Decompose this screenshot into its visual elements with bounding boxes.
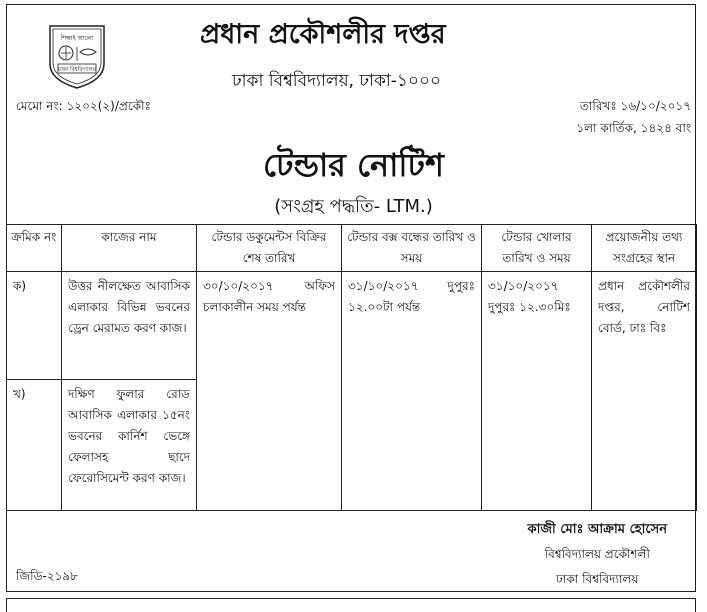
signature-block — [528, 520, 667, 591]
header-document-last-date: টেন্ডার ডকুমেন্টস বিক্রির শেষ তারিখ — [197, 225, 342, 272]
row-work-name: উত্তর নীলক্ষেত আবাসিক এলাকার বিভিন্ন ভবনের ড্রেন মেরামত করণ কাজ। — [62, 272, 197, 380]
university-address: ঢাকা বিশ্ববিদ্যালয়, ঢাকা-১০০০ — [232, 71, 442, 91]
crest-emblem-icon — [44, 18, 110, 90]
row-work-name: দক্ষিণ ফুলার রোড আবাসিক এলাকার ১৫নং ভবনের কার্নিশ ভেঙ্গে ফেলাসহ ছাদে ফেরোসিমেন্ট করণ কাজ। — [62, 380, 197, 511]
procurement-method: (সংগ্রহ পদ্ধতি- LTM.) — [274, 196, 433, 217]
signatory-designation: বিশ্ববিদ্যালয় প্রকৌশলী — [544, 547, 650, 561]
crest-university-name: ঢাকা বিশ্ববিদ্যালয় — [58, 67, 96, 73]
row-box-close-date: ৩১/১০/২০১৭ দুপুরঃ ১২.০০টা পর্যন্ত — [342, 272, 482, 511]
notice-date: তারিখঃ ১৬/১০/২০১৭ — [579, 99, 691, 113]
row-opening-date: ৩১/১০/২০১৭ দুপুরঃ ১২.৩০মিঃ — [482, 272, 592, 511]
memo-number: মেমো নং: ১২০২(২)/প্রকৌঃ — [16, 99, 151, 113]
row-info-place: প্রধান প্রকৌশলীর দপ্তর, নোটিশ বোর্ড, ঢাঃ বিঃ — [592, 272, 697, 511]
crest-motto: শিক্ষাই আলো — [60, 35, 94, 42]
signatory-name: কাজী মোঃ আক্রাম হোসেন — [527, 522, 667, 537]
bangla-date: ১লা কার্তিক, ১৪২৪ বাং — [576, 121, 691, 135]
office-title: প্রধান প্রকৌশলীর দপ্তর — [200, 19, 446, 50]
gd-number: জিডি-২১৯৮ — [16, 569, 78, 583]
tender-table — [6, 224, 697, 511]
row-document-last-date: ৩০/১০/২০১৭ অফিস চলাকালীন সময় পর্যন্ত — [197, 272, 342, 511]
header-serial: ক্রমিক নং — [7, 225, 62, 272]
table-row — [7, 272, 697, 380]
signatory-institution: ঢাকা বিশ্ববিদ্যালয় — [556, 572, 639, 586]
header-opening-date: টেন্ডার খোলার তারিখ ও সময় — [482, 225, 592, 272]
notice-title: টেন্ডার নোটিশ — [263, 146, 444, 184]
row-serial: ক) — [7, 272, 62, 380]
row-serial: খ) — [7, 380, 62, 511]
table-header-row — [7, 225, 697, 272]
header-box-close-date: টেন্ডার বক্স বন্ধের তারিখ ও সময় — [342, 225, 482, 272]
header-work-name: কাজের নাম — [62, 225, 197, 272]
header-info-place: প্রয়োজনীয় তথ্য সংগ্রহের স্থান — [592, 225, 697, 272]
dhaka-university-logo — [44, 18, 110, 90]
